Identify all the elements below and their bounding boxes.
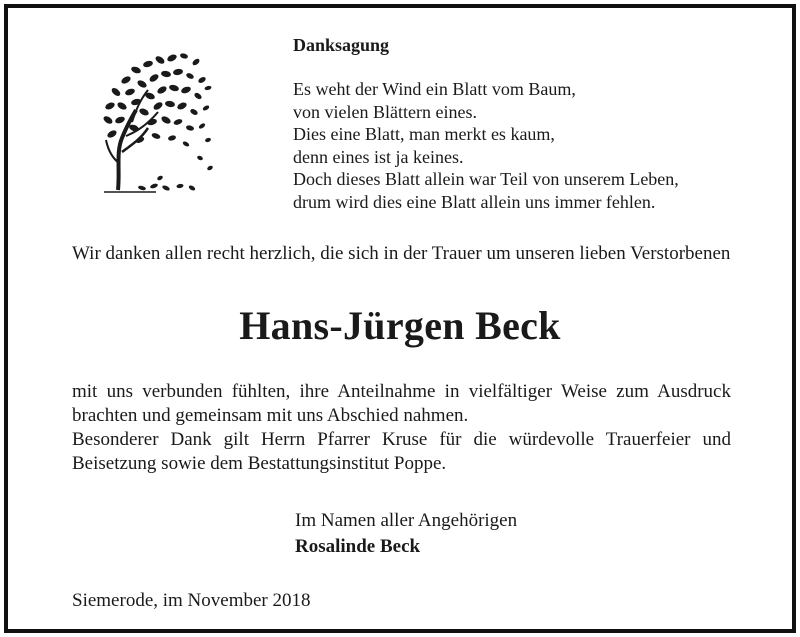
body-paragraph-1: mit uns verbunden fühlten, ihre Anteilnahme in vielfältiger Weise zum Ausdruck brachten und gemeinsam mit uns Abschied nahmen. bbox=[72, 381, 731, 426]
body-text bbox=[72, 380, 731, 476]
place-date: Siemerode, im November 2018 bbox=[72, 590, 311, 611]
poem-line: drum wird dies eine Blatt allein uns immer fehlen. bbox=[293, 191, 656, 212]
poem-line: von vielen Blättern eines. bbox=[293, 101, 477, 122]
windblown-tree-icon bbox=[96, 40, 216, 200]
body-paragraph-2: Besonderer Dank gilt Herrn Pfarrer Kruse für die würdevolle Trauerfeier und Beisetzung sowie dem Bestattungsinstitut Poppe. bbox=[72, 429, 731, 474]
poem-line: Doch dieses Blatt allein war Teil von unserem Leben, bbox=[293, 169, 679, 189]
deceased-name: Hans-Jürgen Beck bbox=[239, 303, 561, 348]
poem-line: Es weht der Wind ein Blatt vom Baum, bbox=[293, 79, 576, 99]
poem-line: Dies eine Blatt, man merkt es kaum, bbox=[293, 124, 555, 144]
intro-text: Wir danken allen recht herzlich, die sich in der Trauer um unseren lieben Verstorbenen bbox=[72, 243, 731, 264]
poem-line: denn eines ist ja keines. bbox=[293, 146, 464, 167]
signature-line: Im Namen aller Angehörigen bbox=[295, 510, 518, 531]
notice-heading: Danksagung bbox=[293, 35, 390, 55]
poem bbox=[293, 78, 679, 213]
signature-name: Rosalinde Beck bbox=[295, 536, 421, 557]
